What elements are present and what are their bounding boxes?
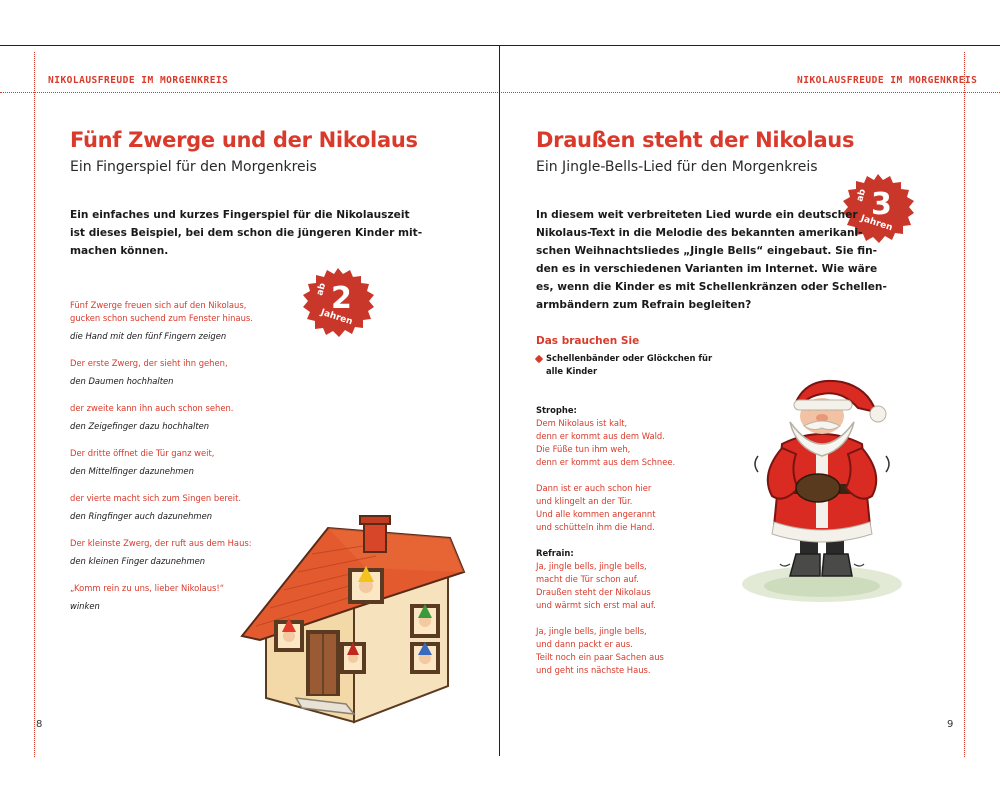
- needs-heading: Das brauchen Sie: [536, 335, 640, 347]
- verse-2: Der erste Zwerg, der sieht ihn gehen, den Daumen hochhalten: [70, 358, 228, 386]
- song-block-4: Ja, jingle bells, jingle bells, und dann packt er aus. Teilt noch ein paar Sachen aus und geht ins nächste Haus.: [536, 626, 664, 675]
- badge-number-text: 2: [331, 281, 352, 316]
- page-number-right: 9: [947, 719, 954, 730]
- bullet-icon: [535, 355, 543, 363]
- left-page-title: Fünf Zwerge und der Nikolaus: [70, 128, 418, 152]
- song-block-1: Strophe: Dem Nikolaus ist kalt, denn er kommt aus dem Wald. Die Füße tun ihm weh, denn er kommt aus dem Schnee.: [536, 405, 676, 467]
- right-header-dotted-rule: [501, 92, 1000, 93]
- right-page-title: Draußen steht der Nikolaus: [536, 128, 855, 152]
- verse-7: „Komm rein zu uns, lieber Nikolaus!“ winken: [70, 583, 225, 611]
- verse-5: der vierte macht sich zum Singen bereit. den Ringfinger auch dazunehmen: [70, 493, 242, 521]
- badge-ab-text: ab: [855, 188, 869, 203]
- page-number-left: 8: [36, 719, 43, 730]
- needs-list: [536, 352, 712, 378]
- badge-unit-text: Jahren: [319, 307, 354, 328]
- left-header-dotted-rule: [0, 92, 498, 93]
- verse-1: Fünf Zwerge freuen sich auf den Nikolaus, gucken schon suchend zum Fenster hinaus. die Hand mit den fünf Fingern zeigen: [70, 300, 253, 341]
- song-block-3: Refrain: Ja, jingle bells, jingle bells, macht die Tür schon auf. Draußen steht der Nikolaus und wärmt sich erst mal auf.: [536, 548, 656, 610]
- right-running-head: NIKOLAUSFREUDE IM MORGENKREIS: [797, 75, 978, 86]
- right-intro-paragraph: In diesem weit verbreiteten Lied wurde ein deutscher Nikolaus-Text in die Melodie des bekannten amerikani- schen Weihnachtsliedes „Jingle Bells“ eingebaut. Sie fin- den es in verschiedenen Varianten im Internet. Wie wäre es, wenn die Kinder es mit Schellenkränzen oder Schellen- armbändern zum Refrain begleiten?: [536, 209, 887, 311]
- finger-play-poem: [70, 299, 253, 613]
- verse-4: Der dritte öffnet die Tür ganz weit, den Mittelfinger dazunehmen: [70, 448, 215, 476]
- top-border: [0, 45, 1000, 46]
- badge-ab-text: ab: [315, 282, 329, 297]
- badge-unit-text: Jahren: [859, 213, 894, 234]
- song-block-2: Dann ist er auch schon hier und klingelt an der Tür. Und alle kommen angerannt und schütteln ihm die Hand.: [536, 483, 656, 532]
- left-page-subtitle: Ein Fingerspiel für den Morgenkreis: [70, 159, 317, 175]
- verse-3: der zweite kann ihn auch schon sehen. den Zeigefinger dazu hochhalten: [70, 403, 234, 431]
- verse-6: Der kleinste Zwerg, der ruft aus dem Haus: den kleinen Finger dazunehmen: [70, 538, 252, 566]
- house-illustration: [236, 508, 468, 730]
- age-badge-2: [298, 266, 378, 342]
- left-margin-dotted-rule: [34, 52, 35, 757]
- right-page-subtitle: Ein Jingle-Bells-Lied für den Morgenkreis: [536, 159, 818, 175]
- gutter-line: [499, 45, 500, 756]
- santa-illustration: [738, 376, 904, 606]
- left-running-head: NIKOLAUSFREUDE IM MORGENKREIS: [48, 75, 229, 86]
- badge-number-text: 3: [871, 187, 892, 222]
- right-margin-dotted-rule: [964, 52, 965, 757]
- left-intro-paragraph: Ein einfaches und kurzes Fingerspiel für die Nikolauszeit ist dieses Beispiel, bei dem schon die jüngeren Kinder mit- machen können.: [70, 209, 423, 257]
- song-lyrics: [536, 404, 675, 677]
- needs-item: Schellenbänder oder Glöckchen für alle Kinder: [536, 352, 712, 378]
